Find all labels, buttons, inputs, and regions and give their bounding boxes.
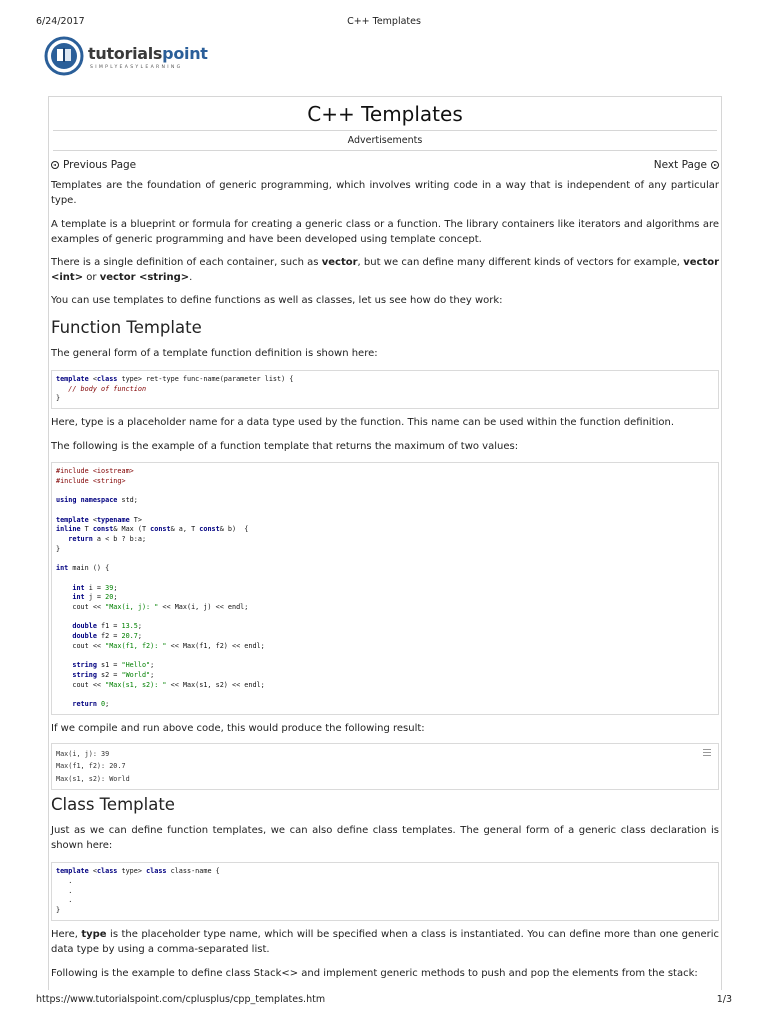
previous-page-link[interactable]	[51, 159, 136, 171]
class-template-syntax-code: template <class type> class class-name { . . . }	[51, 862, 719, 921]
general-form-paragraph: The general form of a template function definition is shown here:	[51, 348, 378, 359]
article-container	[48, 96, 722, 990]
page-navigation	[49, 151, 721, 177]
placeholder-paragraph: Here, type is a placeholder name for a data type used by the function. This name can be used within the function definition.	[51, 417, 675, 429]
article-body	[49, 178, 721, 981]
stack-example-paragraph: Following is the example to define class Stack<> and implement generic methods to push and pop the elements from the stack:	[51, 967, 698, 979]
circle-arrow-right-icon	[711, 161, 719, 169]
class-template-heading: Class Template	[51, 795, 175, 815]
type-placeholder-paragraph: Here, type is the placeholder type name, which will be specified when a class is instantiated. You can define more than one generic data type by using a comma-separated list.	[51, 928, 719, 955]
blueprint-paragraph: A template is a blueprint or formula for creating a generic class or a function. The library containers like iterators and algorithms are examples of generic programming and have been developed using template concept.	[51, 219, 719, 245]
menu-icon[interactable]	[703, 749, 711, 756]
page-title: C++ Templates	[307, 102, 463, 126]
print-header	[36, 16, 732, 30]
program-output: Max(i, j): 39 Max(f1, f2): 20.7 Max(s1, s2): World	[51, 743, 719, 791]
container-paragraph: There is a single definition of each container, such as vector, but we can define many different kinds of vectors for example, vector <int> or vector <string>.	[51, 257, 719, 283]
print-date: 6/24/2017	[36, 16, 85, 27]
function-template-syntax-code: template <class type> ret-type func-name(parameter list) { // body of function }	[51, 370, 719, 409]
print-page-number: 1/3	[716, 994, 732, 1005]
function-template-heading: Function Template	[51, 318, 202, 337]
tutorialspoint-logo[interactable]	[44, 36, 214, 82]
advertisements-label: Advertisements	[347, 135, 423, 146]
intro-paragraph: Templates are the foundation of generic programming, which involves writing code in a way that is independent of any particular type.	[51, 180, 719, 206]
previous-page-label: Previous Page	[63, 159, 137, 171]
usage-paragraph: You can use templates to define functions as well as classes, let us see how do they work:	[51, 295, 503, 306]
print-title: C++ Templates	[347, 16, 421, 27]
next-page-link[interactable]	[654, 159, 719, 171]
logo-emblem-icon	[44, 36, 84, 76]
example-intro-paragraph: The following is the example of a function template that returns the maximum of two values:	[51, 441, 519, 453]
compile-run-paragraph: If we compile and run above code, this would produce the following result:	[51, 722, 425, 734]
max-function-example-code: #include <iostream> #include <string> using namespace std; template <typename T> inline T const& Max (T const& a, T const& b) { return a < b ? b:a; } int main () { int i = 39; int j = 20; cout << "Max(i, j): " << Max(i, j) << endl; double f1 = 13.5; double f2 = 20.7; cout << "Max(f1, f2): " << Max(f1, f2) << endl; string s1 = "Hello"; string s2 = "World"; cout << "Max(s1, s2): " << Max(s1, s2) << endl; return 0;	[51, 462, 719, 715]
circle-arrow-left-icon	[51, 161, 59, 169]
logo-tagline: SIMPLYEASYLEARNING	[90, 65, 183, 70]
print-footer	[36, 994, 732, 1008]
logo-wordmark: tutorialspoint	[88, 44, 208, 63]
print-url: https://www.tutorialspoint.com/cplusplus/cpp_templates.htm	[36, 994, 326, 1005]
class-template-intro-paragraph: Just as we can define function templates, we can also define class templates. The general form of a generic class declaration is shown here:	[51, 825, 719, 852]
next-page-label: Next Page	[653, 159, 707, 171]
